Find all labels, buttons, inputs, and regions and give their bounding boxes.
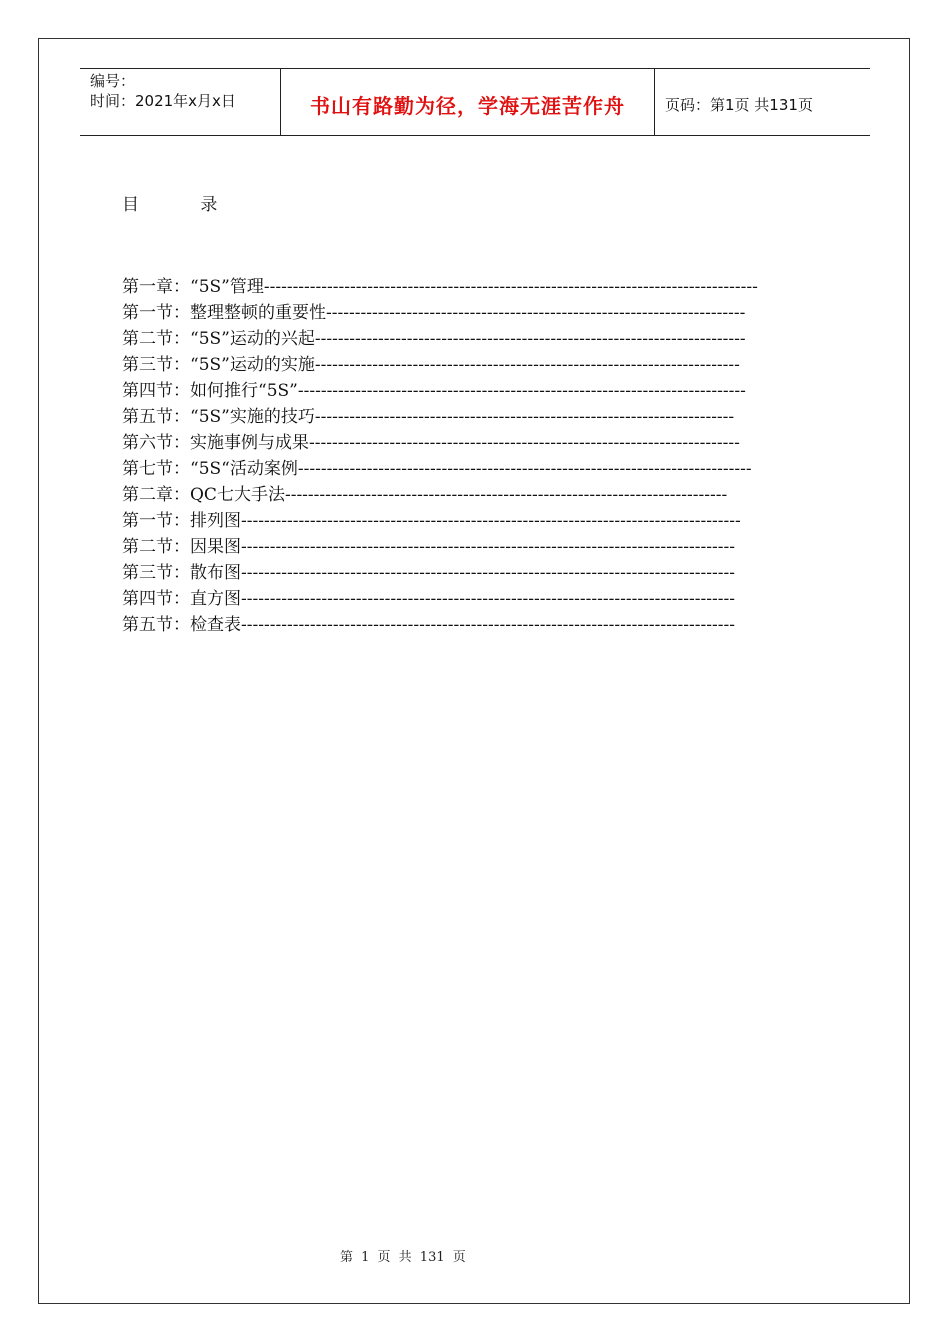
toc-leader-dashes: -------------------------------------------------------------------------------------- xyxy=(241,589,735,609)
toc-leader-dashes: ----------------------------------------------------------------------------- xyxy=(284,485,728,505)
toc-leader-dashes: ------------------------------------------------------------------------- xyxy=(314,407,735,427)
toc-leader-dashes: --------------------------------------------------------------------------- xyxy=(309,433,740,453)
toc-entry-label: 第一节：整理整顿的重要性 xyxy=(122,303,326,323)
header-motto: 书山有路勤为径，学海无涯苦作舟 xyxy=(281,69,655,135)
toc-entry-label: 第六节：实施事例与成果 xyxy=(122,433,309,453)
toc-entry-label: 第一节：排列图 xyxy=(122,511,241,531)
toc-leader-dashes: ------------------------------------------------------------------------- xyxy=(326,303,746,323)
toc-leader-dashes: -------------------------------------------------------------------------------------- xyxy=(241,537,735,557)
toc-leader-dashes: -------------------------------------------------------------------------------------- xyxy=(241,615,735,635)
page-footer: 第 1 页 共 131 页 xyxy=(340,1250,466,1265)
toc-entry[interactable] xyxy=(122,508,832,534)
toc-entry-label: 第一章：“5S”管理 xyxy=(122,277,264,297)
toc-entry-label: 第三节：“5S”运动的实施 xyxy=(122,355,315,375)
toc-leader-dashes: --------------------------------------------------------------------------------------- xyxy=(241,511,741,531)
toc-entry[interactable] xyxy=(122,378,832,404)
document-number-label: 编号： xyxy=(90,72,136,90)
toc-leader-dashes: -------------------------------------------------------------------------- xyxy=(314,355,740,375)
toc-entry-label: 第二章：QC七大手法 xyxy=(122,485,285,505)
document-header xyxy=(80,68,870,136)
toc-entry-label: 第四节：如何推行“5S” xyxy=(122,381,298,401)
toc-entry[interactable] xyxy=(122,274,832,300)
header-meta-cell xyxy=(80,69,281,135)
toc-leader-dashes: -------------------------------------------------------------------------------------- xyxy=(263,277,758,297)
toc-leader-dashes: --------------------------------------------------------------------------- xyxy=(314,329,746,349)
toc-entry-label: 第四节：直方图 xyxy=(122,589,241,609)
toc-entry[interactable] xyxy=(122,430,832,456)
toc-entry[interactable] xyxy=(122,560,832,586)
toc-entry[interactable] xyxy=(122,326,832,352)
header-page-number: 页码：第1页 共131页 xyxy=(665,95,813,114)
toc-entry-label: 第五节：检查表 xyxy=(122,615,241,635)
toc-leader-dashes: ------------------------------------------------------------------------------ xyxy=(297,381,746,401)
toc-entry-label: 第三节：散布图 xyxy=(122,563,241,583)
document-date-label: 时间：2021年x月x日 xyxy=(90,92,236,110)
toc-title: 目 录 xyxy=(122,195,246,215)
toc-entry[interactable] xyxy=(122,534,832,560)
toc-entry[interactable] xyxy=(122,456,832,482)
toc-entry-label: 第七节：“5S“活动案例 xyxy=(122,459,298,479)
toc-leader-dashes: ------------------------------------------------------------------------------- xyxy=(297,459,752,479)
toc-leader-dashes: -------------------------------------------------------------------------------------- xyxy=(241,563,735,583)
toc-entry[interactable] xyxy=(122,404,832,430)
toc-entry[interactable] xyxy=(122,612,832,638)
toc-entry[interactable] xyxy=(122,586,832,612)
toc-entry-label: 第五节：“5S”实施的技巧 xyxy=(122,407,315,427)
toc-entry-label: 第二节：“5S”运动的兴起 xyxy=(122,329,315,349)
toc-list xyxy=(122,274,832,638)
toc-entry[interactable] xyxy=(122,482,832,508)
toc-entry[interactable] xyxy=(122,300,832,326)
table-of-contents xyxy=(122,190,832,638)
toc-entry-label: 第二节：因果图 xyxy=(122,537,241,557)
toc-entry[interactable] xyxy=(122,352,832,378)
